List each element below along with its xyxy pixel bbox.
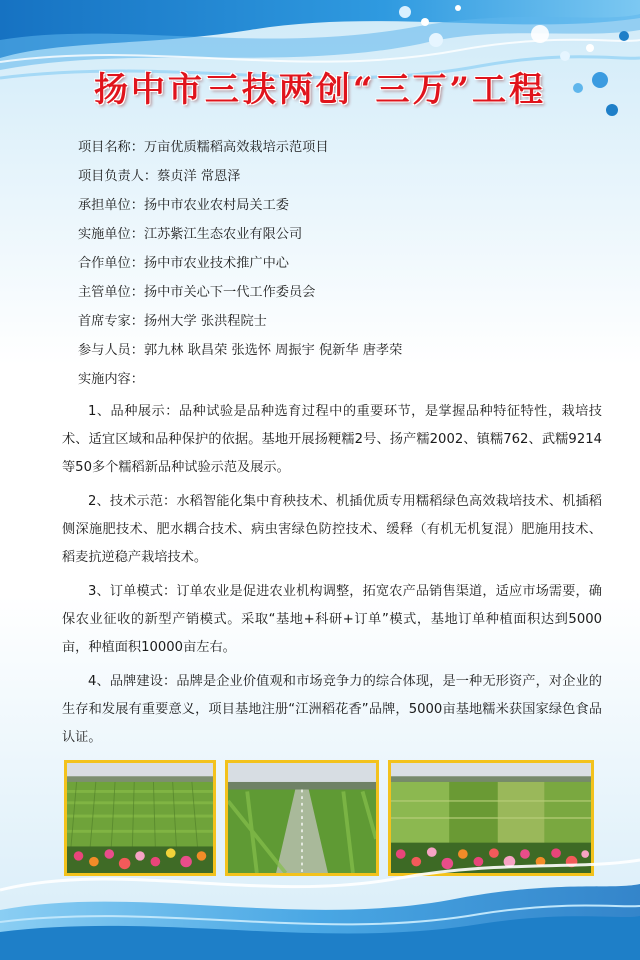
info-row-implementing-unit: 实施单位：江苏紫江生态农业有限公司 — [78, 227, 303, 242]
project-content — [62, 133, 602, 752]
bottom-wave-decoration — [0, 850, 640, 960]
info-row-supervising-unit: 主管单位：扬中市关心下一代工作委员会 — [78, 285, 316, 300]
info-row-cooperating-unit: 合作单位：扬中市农业技术推广中心 — [78, 256, 289, 271]
poster-title: 扬中市三扶两创“三万”工程 — [93, 70, 547, 110]
paragraph-brand-building: 4、品牌建设：品牌是企业价值观和市场竞争力的综合体现，是一种无形资产，对企业的生存和发展有重要意义，项目基地注册“江洲稻花香”品牌，5000亩基地糯米获国家绿色食品认证。 — [62, 674, 602, 745]
info-row-chief-expert: 首席专家：扬州大学 张洪程院士 — [78, 314, 267, 329]
info-row-participants: 参与人员：郭九林 耿昌荣 张选怀 周振宇 倪新华 唐孝荣 — [78, 343, 403, 358]
paragraph-variety-display: 1、品种展示：品种试验是品种选育过程中的重要环节，是掌握品种特征特性，栽培技术、适宜区域和品种保护的依据。基地开展扬粳糯2号、扬产糯2002、镇糯762、武糯9214等50多个糯稻新品种试验示范及展示。 — [62, 404, 602, 475]
paragraph-order-model: 3、订单模式：订单农业是促进农业机构调整，拓宽农产品销售渠道，适应市场需要，确保农业征收的新型产销模式。采取“基地+科研+订单”模式，基地订单种植面积达到5000亩，种植面积10000亩左右。 — [62, 584, 602, 655]
info-row-implementation-content: 实施内容： — [78, 372, 144, 387]
info-row-undertaking-unit: 承担单位：扬中市农业农村局关工委 — [78, 198, 289, 213]
info-row-project-name: 项目名称：万亩优质糯稻高效栽培示范项目 — [78, 140, 329, 155]
info-row-project-leader: 项目负责人：蔡贞洋 常恩泽 — [78, 169, 241, 184]
paragraph-technology-demo: 2、技术示范：水稻智能化集中育秧技术、机插优质专用糯稻绿色高效栽培技术、机插稻侧深施肥技术、肥水耦合技术、病虫害绿色防控技术、缓释（有机无机复混）肥施用技术、稻麦抗逆稳产栽培技术。 — [62, 494, 602, 565]
